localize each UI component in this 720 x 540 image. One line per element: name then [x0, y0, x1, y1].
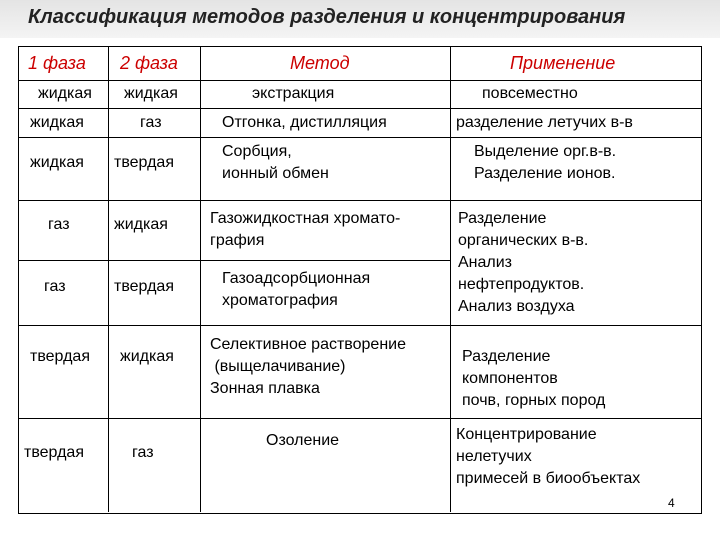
cell-phase2: жидкая	[124, 85, 178, 102]
cell-application: Выделение орг.в-в. Разделение ионов.	[474, 143, 617, 182]
grid-hline	[18, 200, 702, 201]
cell-application: повсеместно	[482, 85, 578, 102]
cell-phase2: твердая	[114, 154, 174, 171]
cell-phase1: газ	[44, 278, 66, 295]
cell-method: Селективное растворение (выщелачивание) Зонная плавка	[210, 336, 406, 397]
cell-phase2: газ	[140, 114, 162, 131]
grid-hline	[18, 418, 702, 419]
cell-phase2: жидкая	[120, 348, 174, 365]
header-method: Метод	[290, 53, 350, 73]
cell-phase2: твердая	[114, 278, 174, 295]
cell-application: разделение летучих в-в	[456, 114, 633, 131]
grid-vline	[108, 46, 109, 512]
cell-phase1: газ	[48, 216, 70, 233]
cell-phase1: жидкая	[30, 114, 84, 131]
cell-application: Концентрирование нелетучих примесей в биообъектах	[456, 426, 641, 487]
cell-phase2: газ	[132, 444, 154, 461]
grid-vline	[450, 46, 451, 512]
page-number: 4	[668, 496, 675, 510]
cell-phase2: жидкая	[114, 216, 168, 233]
cell-method: Озоление	[266, 432, 340, 449]
cell-phase1: жидкая	[38, 85, 92, 102]
cell-application: Разделение органических в-в. Анализ нефтепродуктов. Анализ воздуха	[458, 210, 589, 315]
cell-phase1: твердая	[24, 444, 84, 461]
grid-hline	[18, 325, 702, 326]
cell-method: Газожидкостная хромато- графия	[210, 210, 401, 249]
header-phase2: 2 фаза	[120, 53, 178, 73]
cell-phase1: твердая	[30, 348, 90, 365]
cell-application: Разделение компонентов почв, горных пород	[462, 348, 606, 409]
cell-method: Отгонка, дистилляция	[222, 114, 387, 131]
grid-hline	[18, 108, 702, 109]
grid-vline	[200, 46, 201, 512]
cell-method: экстракция	[252, 85, 335, 102]
cell-phase1: жидкая	[30, 154, 84, 171]
grid-hline	[18, 80, 702, 81]
grid-hline	[18, 137, 702, 138]
cell-method: Сорбция, ионный обмен	[222, 143, 329, 182]
slide-title: Классификация методов разделения и концентрирования	[28, 6, 626, 28]
header-phase1: 1 фаза	[28, 53, 86, 73]
header-application: Применение	[510, 53, 616, 73]
grid-hline-partial	[18, 260, 450, 261]
cell-method: Газоадсорбционная хроматография	[222, 270, 371, 309]
